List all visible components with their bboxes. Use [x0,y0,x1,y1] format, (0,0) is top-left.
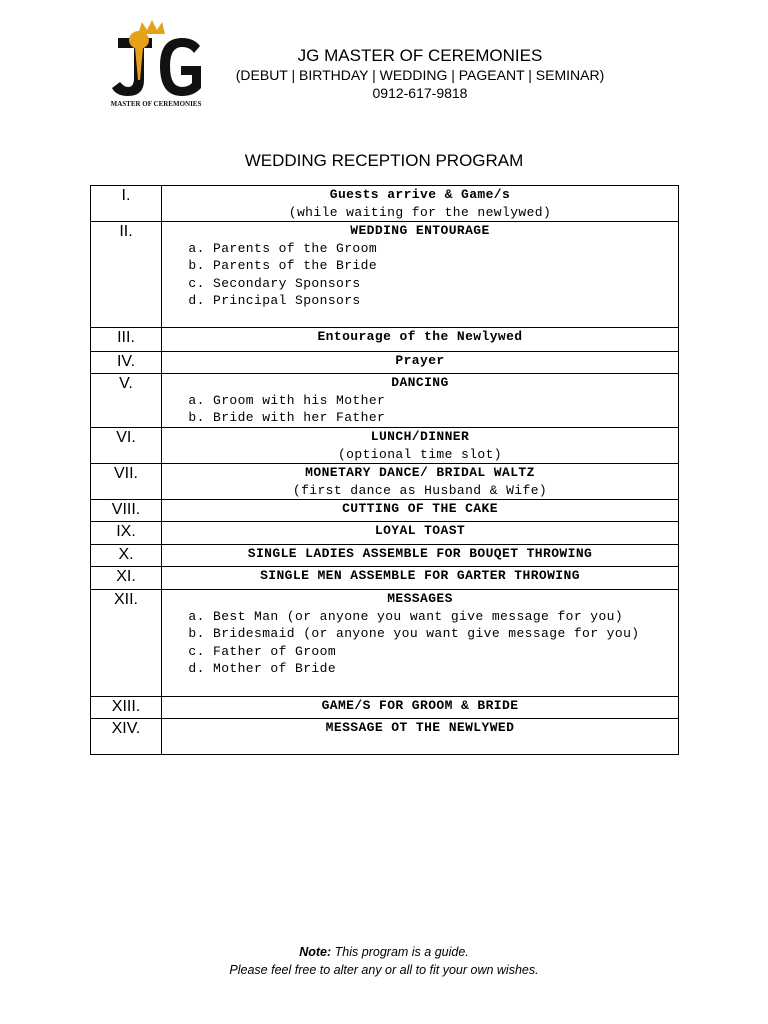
program-number: XIII. [91,697,162,719]
note-label: Note: [299,945,332,959]
phone-number: 0912-617-9818 [372,85,468,101]
program-item-title: MESSAGES [387,591,453,606]
program-item-title: Guests arrive & Game/s [329,187,511,202]
program-item [162,567,679,590]
program-item [162,500,679,522]
program-row [91,328,679,352]
services-line: (DEBUT | BIRTHDAY | WEDDING | PAGEANT | SEMINAR) [235,67,605,83]
program-item-title: Prayer [395,353,445,368]
program-sub-list [162,608,678,678]
program-number: IX. [91,522,162,545]
program-number: XII. [91,590,162,697]
program-sub-item: a. Best Man (or anyone you want give message for you) [213,608,678,626]
program-number: II. [91,222,162,328]
program-item [162,328,679,352]
program-sub-list [162,392,678,427]
program-item-title: MESSAGE OT THE NEWLYWED [325,720,515,735]
program-item-title: SINGLE MEN ASSEMBLE FOR GARTER THROWING [260,568,580,583]
logo-tagline: MASTER OF CEREMONIES [110,100,202,108]
program-number: X. [91,545,162,567]
program-number: VIII. [91,500,162,522]
program-row [91,222,679,328]
program-item [162,374,679,428]
program-sub-item: d. Mother of Bride [213,660,678,678]
program-item [162,352,679,374]
program-item-title: WEDDING ENTOURAGE [350,223,490,238]
program-row [91,186,679,222]
program-number: III. [91,328,162,352]
company-name: JG MASTER OF CEREMONIES [297,46,543,65]
program-sub-item: b. Parents of the Bride [213,257,678,275]
program-row [91,590,679,697]
program-row [91,697,679,719]
program-row [91,545,679,567]
program-item-subtitle: (first dance as Husband & Wife) [292,482,548,498]
program-item-title: MONETARY DANCE/ BRIDAL WALTZ [305,465,535,480]
program-sub-item: a. Parents of the Groom [213,240,678,258]
program-item [162,522,679,545]
program-row [91,522,679,545]
program-sub-item: c. Father of Groom [213,643,678,661]
program-number: IV. [91,352,162,374]
program-item-title: GAME/S FOR GROOM & BRIDE [321,698,519,713]
program-row [91,352,679,374]
program-item [162,590,679,697]
program-item-title: Entourage of the Newlywed [317,329,523,344]
program-row [91,719,679,755]
note-line-1: This program is a guide. [334,945,469,959]
program-sub-item: b. Bride with her Father [213,409,678,427]
program-item [162,186,679,222]
company-logo [108,18,208,110]
program-item [162,222,679,328]
program-number: V. [91,374,162,428]
program-sub-item: d. Principal Sponsors [213,292,678,310]
company-header [230,46,610,102]
program-row [91,374,679,428]
program-item [162,545,679,567]
program-row [91,567,679,590]
program-item-title: LUNCH/DINNER [370,429,470,444]
program-number: VI. [91,428,162,464]
program-sub-item: a. Groom with his Mother [213,392,678,410]
program-row [91,428,679,464]
program-number: XI. [91,567,162,590]
program-item-title: SINGLE LADIES ASSEMBLE FOR BOUQET THROWING [247,546,593,561]
note-line-2: Please feel free to alter any or all to fit your own wishes. [229,963,539,977]
program-row [91,500,679,522]
program-item [162,719,679,755]
program-item-title: CUTTING OF THE CAKE [342,501,498,516]
program-number: I. [91,186,162,222]
program-number: XIV. [91,719,162,755]
program-number: VII. [91,464,162,500]
program-sub-item: b. Bridesmaid (or anyone you want give message for you) [213,625,678,643]
program-item [162,428,679,464]
program-item [162,464,679,500]
program-sub-item: c. Secondary Sponsors [213,275,678,293]
program-item-title: LOYAL TOAST [374,523,466,538]
program-row [91,464,679,500]
program-item-subtitle: (while waiting for the newlywed) [288,204,552,220]
program-item-subtitle: (optional time slot) [337,446,503,462]
program-item [162,697,679,719]
program-sub-list [162,240,678,310]
program-table [90,185,679,755]
page-title: WEDDING RECEPTION PROGRAM [244,151,524,170]
footer-note [0,943,768,979]
program-item-title: DANCING [391,375,449,390]
